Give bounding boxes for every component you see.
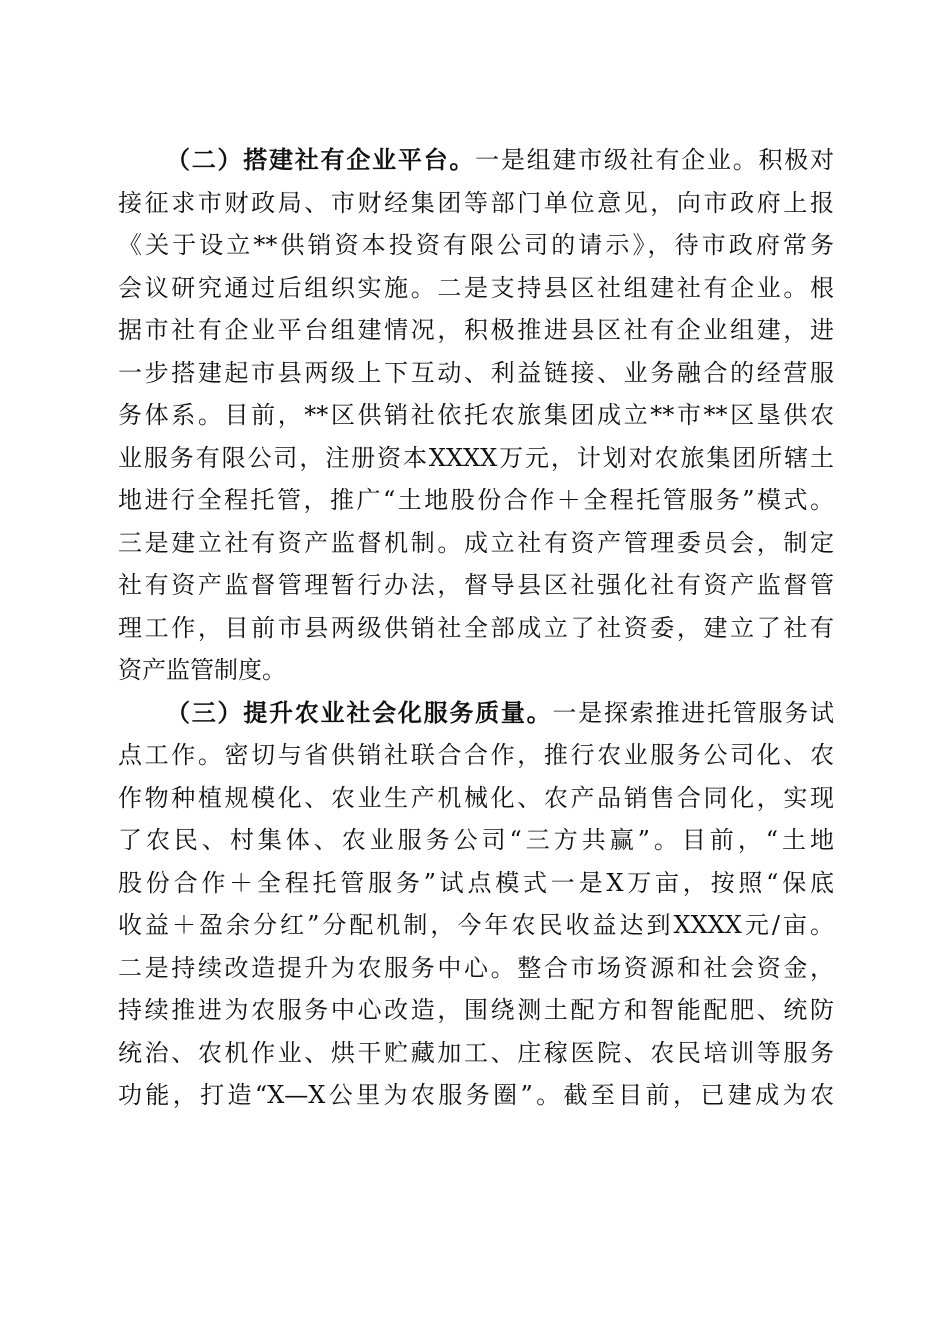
section2-heading: （二）搭建社有企业平台。 [166, 145, 476, 174]
section2-line: 社有资产监督管理暂行办法，督导县区社强化社有资产监督管 [118, 571, 834, 599]
section3-first-line [118, 692, 834, 735]
section3-line: 功能，打造“X—X公里为农服务圈”。截至目前，已建成为农 [118, 1081, 834, 1109]
section2-line: 会议研究通过后组织实施。二是支持县区社组建社有企业。根 [118, 273, 834, 302]
section3-heading: （三）提升农业社会化服务质量。 [166, 697, 553, 727]
section3-line: 点工作。密切与省供销社联合合作，推行农业服务公司化、农 [118, 741, 834, 769]
section3-line: 持续推进为农服务中心改造，围绕测土配方和智能配肥、统防 [118, 996, 834, 1024]
section2-line: 地进行全程托管，推广“土地股份合作＋全程托管服务”模式。 [118, 486, 834, 514]
section3-line: 收益＋盈余分红”分配机制，今年农民收益达到XXXX元/亩。 [118, 911, 834, 939]
section2-line: 三是建立社有资产监督机制。成立社有资产管理委员会，制定 [118, 528, 834, 557]
section2-first-line [118, 139, 834, 182]
section3-line: 二是持续改造提升为农服务中心。整合市场资源和社会资金， [118, 953, 834, 982]
section3-line: 统治、农机作业、烘干贮藏加工、庄稼医院、农民培训等服务 [118, 1038, 834, 1067]
section3-line: 作物种植规模化、农业生产机械化、农产品销售合同化，实现 [118, 783, 834, 812]
section3-line-1-text: 一是探索推进托管服务试 [552, 698, 834, 727]
section3-line: 了农民、村集体、农业服务公司“三方共赢”。目前，“土地 [118, 826, 834, 854]
section2-last-line: 资产监管制度。 [118, 656, 286, 684]
section2-line: 业服务有限公司，注册资本XXXX万元，计划对农旅集团所辖土 [118, 443, 834, 472]
section2-line: 据市社有企业平台组建情况，积极推进县区社有企业组建，进 [118, 316, 834, 344]
section2-line: 理工作，目前市县两级供销社全部成立了社资委，建立了社有 [118, 613, 834, 642]
section2-line: 务体系。目前，**区供销社依托农旅集团成立**市**区垦供农 [118, 401, 834, 429]
section3-line: 股份合作＋全程托管服务”试点模式一是X万亩，按照“保底 [118, 868, 834, 897]
section2-line-1-text: 一是组建市级社有企业。积极对 [475, 146, 834, 174]
section2-line: 《关于设立**供销资本投资有限公司的请示》，待市政府常务 [118, 231, 834, 259]
section2-line: 一步搭建起市县两级上下互动、利益链接、业务融合的经营服 [118, 358, 834, 387]
document-body [118, 139, 834, 1117]
section2-line: 接征求市财政局、市财经集团等部门单位意见，向市政府上报 [118, 188, 834, 217]
